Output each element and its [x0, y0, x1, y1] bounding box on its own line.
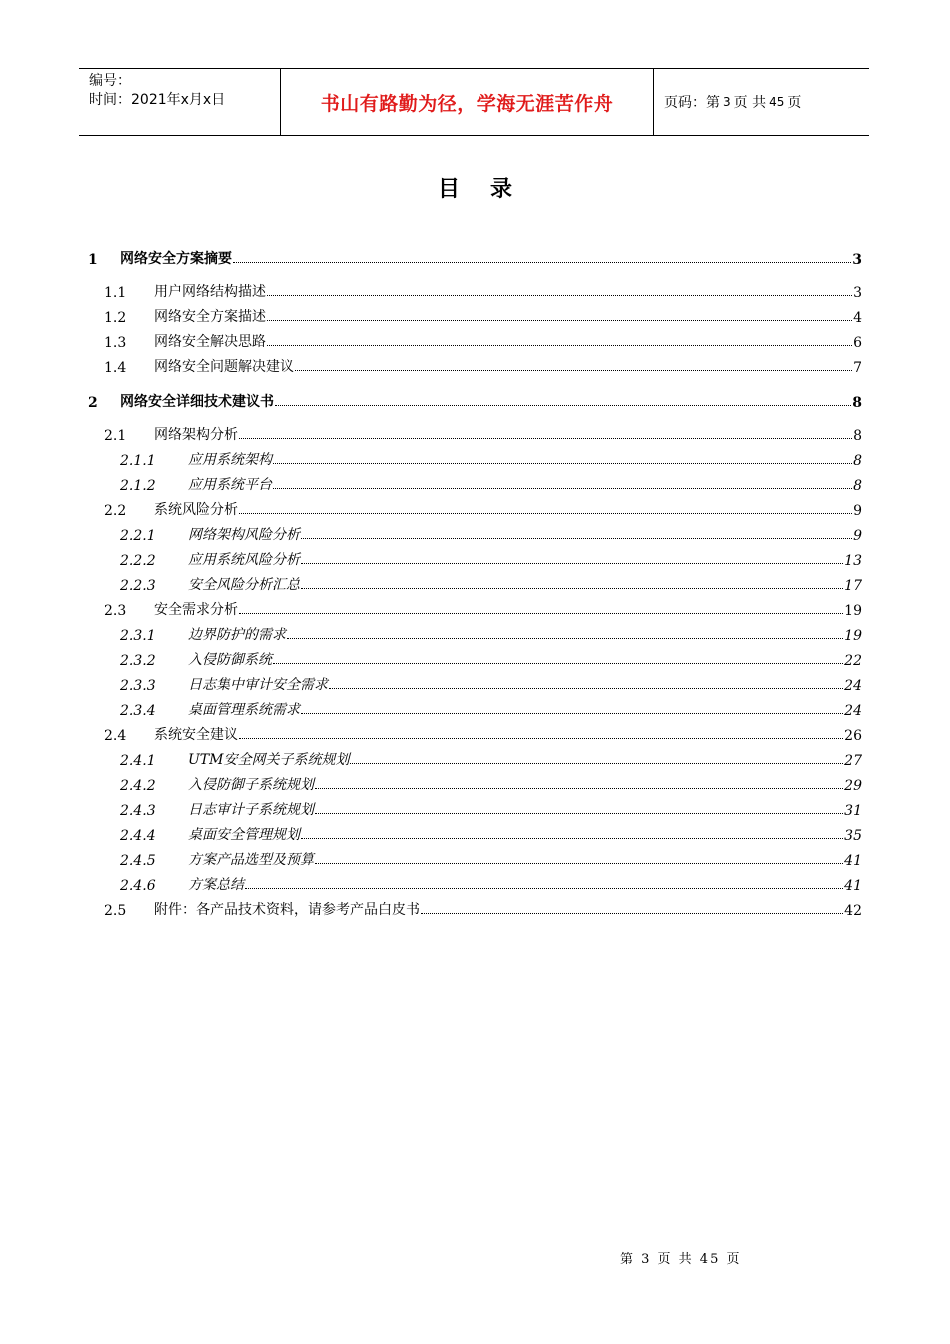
toc-entry-number: 1.3: [104, 335, 127, 351]
toc-entry[interactable]: [88, 469, 862, 494]
toc-dot-leader: [350, 762, 843, 764]
toc-dot-leader: [233, 261, 851, 263]
toc-entry-label: 日志集中审计安全需求: [188, 677, 328, 693]
toc-entry-number: 2.4: [104, 728, 127, 744]
toc-entry[interactable]: [88, 444, 862, 469]
toc-entry-label: 方案总结: [188, 877, 244, 893]
toc-entry[interactable]: [88, 301, 862, 326]
toc-entry-page: 3: [853, 285, 862, 301]
toc-entry[interactable]: [88, 869, 862, 894]
toc-entry[interactable]: [88, 619, 862, 644]
toc-entry-label: 桌面管理系统需求: [188, 702, 300, 718]
toc-dot-leader: [301, 837, 843, 839]
toc-entry-number: 2.2.2: [120, 553, 156, 569]
toc-entry-label: 网络安全问题解决建议: [154, 359, 294, 375]
toc-entry-number: 1.4: [104, 360, 127, 376]
toc-dot-leader: [315, 862, 843, 864]
toc-dot-leader: [267, 319, 852, 321]
toc-entry-number: 1.2: [104, 310, 127, 326]
toc-dot-leader: [315, 787, 843, 789]
toc-entry-page: 6: [853, 335, 862, 351]
toc-entry[interactable]: [88, 276, 862, 301]
toc-entry-number: 2.4.2: [120, 778, 156, 794]
toc-entry-page: 29: [844, 778, 862, 794]
toc-entry-number: 2.2.1: [120, 528, 156, 544]
page-prefix: 页码：第: [664, 95, 720, 111]
footer-page-number: 第 3 页 共 45 页: [620, 1252, 742, 1267]
toc-entry[interactable]: [88, 385, 862, 411]
toc-entry[interactable]: [88, 794, 862, 819]
toc-entry[interactable]: [88, 719, 862, 744]
toc-entry-number: 2.5: [104, 903, 127, 919]
toc-entry-page: 26: [844, 728, 862, 744]
toc-entry-label: 边界防护的需求: [188, 627, 286, 643]
toc-entry-number: 2.3.2: [120, 653, 156, 669]
toc-entry-page: 41: [844, 878, 862, 894]
page-suffix: 页: [787, 95, 802, 111]
toc-entry-label: UTM安全网关子系统规划: [188, 752, 350, 768]
toc-dot-leader: [275, 404, 851, 406]
toc-entry-label: 桌面安全管理规划: [188, 827, 300, 843]
toc-entry-page: 42: [844, 903, 862, 919]
toc-dot-leader: [301, 587, 843, 589]
toc-entry-label: 入侵防御子系统规划: [188, 777, 314, 793]
toc-dot-leader: [301, 712, 843, 714]
toc-entry-page: 19: [844, 628, 862, 644]
toc-dot-leader: [301, 537, 852, 539]
toc-entry-page: 35: [844, 828, 862, 844]
toc-entry-label: 系统安全建议: [154, 727, 238, 743]
toc-entry-page: 9: [853, 503, 862, 519]
date-label: 时间：2021年x月x日: [89, 92, 226, 108]
toc-dot-leader: [421, 912, 843, 914]
toc-dot-leader: [239, 612, 843, 614]
toc-entry-label: 网络安全解决思路: [154, 334, 266, 350]
toc-title: 目录: [437, 177, 542, 202]
toc-entry-number: 2.4.1: [120, 753, 156, 769]
header-info-cell: [79, 69, 281, 135]
toc-dot-leader: [273, 662, 843, 664]
toc-entry-page: 4: [853, 310, 862, 326]
toc-entry-page: 8: [852, 395, 862, 411]
page-header: [79, 68, 869, 136]
toc-entry-label: 安全风险分析汇总: [188, 577, 300, 593]
toc-entry-label: 网络架构分析: [154, 427, 238, 443]
toc-entry-number: 2.3.3: [120, 678, 156, 694]
toc-entry-label: 网络架构风险分析: [188, 527, 300, 543]
toc-dot-leader: [301, 562, 843, 564]
toc-entry-page: 8: [853, 453, 862, 469]
toc-entry-number: 2: [88, 395, 98, 411]
toc-entry-page: 3: [852, 252, 862, 268]
toc-entry[interactable]: [88, 669, 862, 694]
toc-dot-leader: [295, 369, 852, 371]
toc-entry-number: 2.1: [104, 428, 127, 444]
toc-entry[interactable]: [88, 519, 862, 544]
toc-entry[interactable]: [88, 569, 862, 594]
toc-entry-number: 2.4.3: [120, 803, 156, 819]
header-motto: 书山有路勤为径，学海无涯苦作舟: [281, 69, 654, 135]
toc-entry-number: 2.1.1: [120, 453, 156, 469]
toc-entry-number: 1.1: [104, 285, 127, 301]
toc-entry[interactable]: [88, 744, 862, 769]
toc-dot-leader: [267, 294, 852, 296]
toc-entry-label: 用户网络结构描述: [154, 284, 266, 300]
toc-dot-leader: [239, 512, 852, 514]
toc-entry-page: 27: [844, 753, 862, 769]
toc-entry-label: 应用系统平台: [188, 477, 272, 493]
toc-entry[interactable]: [88, 819, 862, 844]
toc-entry[interactable]: [88, 844, 862, 869]
toc-entry[interactable]: [88, 544, 862, 569]
toc-entry-number: 2.3.1: [120, 628, 156, 644]
toc-entry-page: 24: [844, 703, 862, 719]
toc-entry[interactable]: [88, 894, 862, 919]
toc-entry-label: 网络安全方案描述: [154, 309, 266, 325]
toc-entry-page: 24: [844, 678, 862, 694]
toc-dot-leader: [315, 812, 843, 814]
toc-entry-number: 2.4.5: [120, 853, 156, 869]
toc-entry-label: 应用系统风险分析: [188, 552, 300, 568]
toc-dot-leader: [245, 887, 843, 889]
toc-entry[interactable]: [88, 419, 862, 444]
toc-entry-number: 2.3.4: [120, 703, 156, 719]
toc-entry[interactable]: [88, 494, 862, 519]
toc-entry-page: 7: [853, 360, 862, 376]
page-middle: 页 共: [733, 95, 767, 111]
header-page-info: [654, 69, 869, 135]
toc-entry[interactable]: [88, 644, 862, 669]
toc-entry-number: 1: [88, 252, 98, 268]
toc-dot-leader: [273, 487, 852, 489]
toc-entry-number: 2.3: [104, 603, 127, 619]
toc-entry-number: 2.1.2: [120, 478, 156, 494]
toc-entry-page: 8: [853, 478, 862, 494]
toc-entry-label: 网络安全详细技术建议书: [120, 394, 274, 410]
toc-entry-page: 19: [844, 603, 862, 619]
toc-entry[interactable]: [88, 351, 862, 376]
toc-entry[interactable]: [88, 769, 862, 794]
serial-number-label: 编号：: [89, 73, 131, 89]
toc-entry-label: 系统风险分析: [154, 502, 238, 518]
page-total: 45: [769, 95, 785, 109]
toc-entry-page: 41: [844, 853, 862, 869]
toc-entry-number: 2.4.4: [120, 828, 156, 844]
toc-entry[interactable]: [88, 242, 862, 268]
toc-entry-page: 17: [844, 578, 862, 594]
toc-entry-page: 9: [853, 528, 862, 544]
toc-dot-leader: [239, 437, 852, 439]
toc-entry-label: 日志审计子系统规划: [188, 802, 314, 818]
toc-dot-leader: [329, 687, 843, 689]
table-of-contents: [88, 242, 862, 919]
toc-entry[interactable]: [88, 326, 862, 351]
toc-entry-label: 应用系统架构: [188, 452, 272, 468]
toc-entry-number: 2.4.6: [120, 878, 156, 894]
toc-dot-leader: [267, 344, 852, 346]
page-current: 3: [723, 95, 731, 109]
toc-entry-label: 网络安全方案摘要: [120, 251, 232, 267]
toc-dot-leader: [287, 637, 843, 639]
toc-entry-label: 安全需求分析: [154, 602, 238, 618]
toc-entry-label: 附件：各产品技术资料，请参考产品白皮书: [154, 902, 420, 918]
toc-entry-page: 8: [853, 428, 862, 444]
toc-entry-label: 方案产品选型及预算: [188, 852, 314, 868]
toc-entry-page: 13: [844, 553, 862, 569]
toc-entry[interactable]: [88, 594, 862, 619]
toc-entry-label: 入侵防御系统: [188, 652, 272, 668]
toc-entry-page: 31: [844, 803, 862, 819]
toc-dot-leader: [239, 737, 843, 739]
toc-entry-number: 2.2: [104, 503, 127, 519]
toc-entry-page: 22: [844, 653, 862, 669]
toc-dot-leader: [273, 462, 852, 464]
toc-entry-number: 2.2.3: [120, 578, 156, 594]
toc-entry[interactable]: [88, 694, 862, 719]
